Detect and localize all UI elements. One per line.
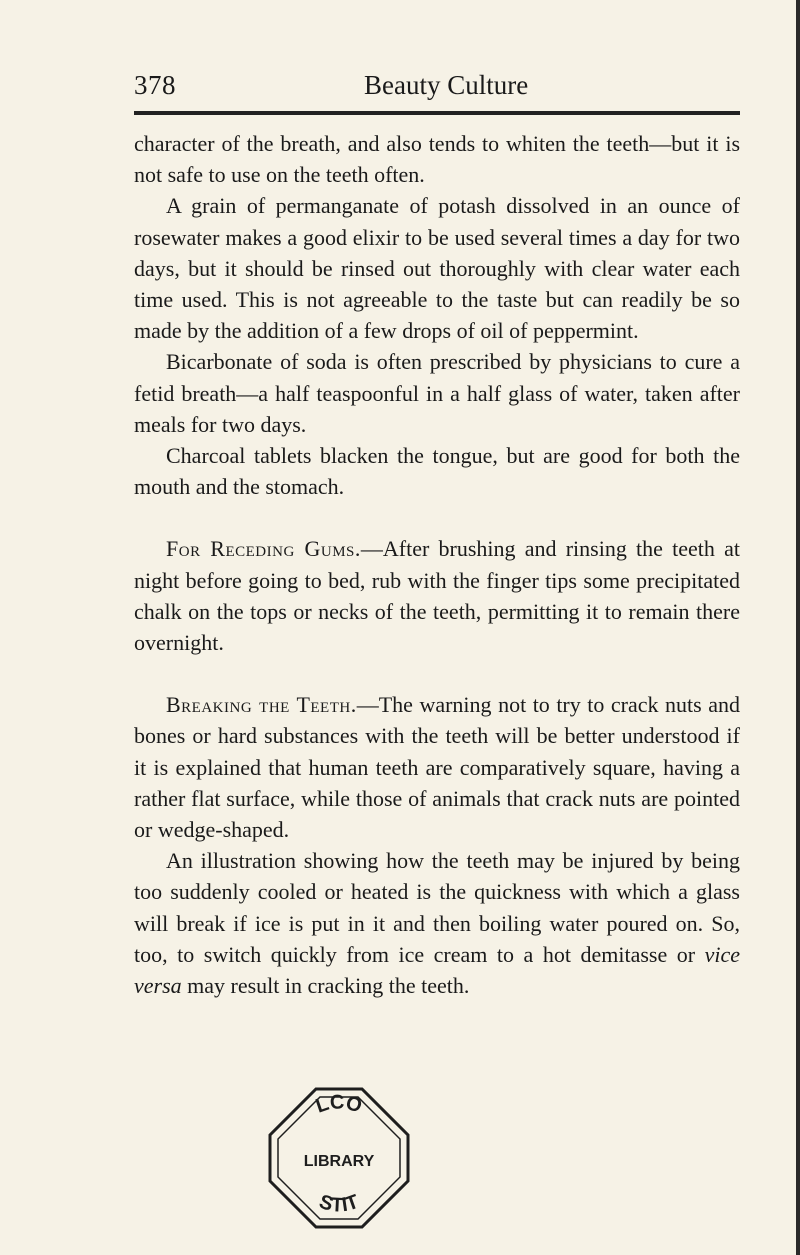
paragraph-breaking-teeth: Breaking the Teeth.—The warning not to try to crack nuts and bones or hard substances with the teeth will be better understood if it is explained that human teeth are comparatively square, having a rather flat surface, while those of animals that crack nuts are pointed or wedge-shaped. xyxy=(134,692,740,843)
stamp-bottom-text: STIT xyxy=(316,1190,362,1217)
section-heading: For Receding Gums. xyxy=(166,536,361,562)
running-title: Beauty Culture xyxy=(364,70,529,100)
italic-phrase: vice versa xyxy=(134,941,740,999)
page-edge-border xyxy=(796,0,800,1255)
header-rule xyxy=(134,111,740,115)
paragraph-receding-gums: For Receding Gums.—After brushing and rinsing the teeth at night before going to bed, rub with the finger tips some precipitated chalk on the tops or necks of the teeth, permitting it to remain there overnight. xyxy=(134,536,740,656)
stamp-center-text: LIBRARY xyxy=(303,1153,375,1170)
body-text xyxy=(134,128,740,1001)
svg-text:STIT xyxy=(316,1191,361,1217)
stamp-top-text: LCO xyxy=(313,1091,365,1118)
svg-text:LCO xyxy=(313,1091,364,1117)
section-heading: Breaking the Teeth. xyxy=(166,692,357,718)
page-header xyxy=(134,66,740,110)
paragraph: A grain of permanganate of potash dissolved in an ounce of rosewater makes a good elixir to be used several times a day for two days, but it should be rinsed out thoroughly with clear water each time used. This is not agreeable to the taste but can readily be so made by the addition of a few drops of oil of peppermint. xyxy=(134,193,740,344)
paragraph: Bicarbonate of soda is often prescribed by physicians to cure a fetid breath—a half teaspoonful in a half glass of water, taken after meals for two days. xyxy=(134,349,740,437)
library-stamp xyxy=(264,1083,414,1233)
paragraph: Charcoal tablets blacken the tongue, but are good for both the mouth and the stomach. xyxy=(134,443,740,500)
paragraph: An illustration showing how the teeth may be injured by being too suddenly cooled or heated is the quickness with which a glass will break if ice is put in it and then boiling water poured on. So, too, to switch quickly from ice cream to a hot demitasse or vice versa may result in cracking the teeth. xyxy=(134,848,740,999)
paragraph: character of the breath, and also tends to whiten the teeth—but it is not safe to use on the teeth often. xyxy=(134,131,740,188)
page-number: 378 xyxy=(134,70,176,100)
